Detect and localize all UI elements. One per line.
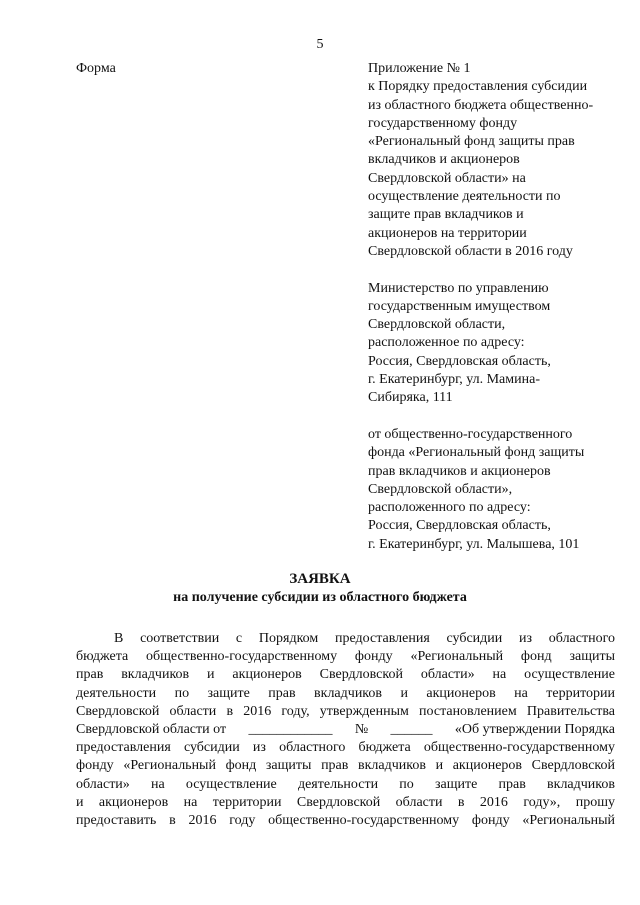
body-line: предоставить в 2016 году общественно-государственному фонду «Региональный (76, 813, 615, 829)
body-line: предоставления субсидии из областного бюджета общественно-государственному (76, 740, 615, 756)
appendix-heading-line: «Региональный фонд защиты прав (368, 134, 575, 150)
body-text-fragment: Свердловской области от (76, 722, 227, 738)
body-line: деятельности по защите прав вкладчиков и акционеров на территории (76, 685, 615, 701)
sender-line: г. Екатеринбург, ул. Малышева, 101 (368, 536, 580, 552)
appendix-heading-line: Свердловской области» на (368, 170, 526, 186)
addressee-line: Россия, Свердловская область, (368, 353, 551, 369)
body-line: Свердловской области в 2016 году, утвержденным постановлением Правительства (76, 703, 615, 719)
addressee-line: расположенное по адресу: (368, 335, 525, 351)
appendix-heading-line: государственному фонду (368, 115, 518, 131)
body-line: прав вкладчиков и акционеров Свердловской области» на осуществление (76, 667, 615, 683)
number-blank: ______ (390, 722, 433, 738)
appendix-heading-line: из областного бюджета общественно- (368, 97, 594, 113)
appendix-heading-line: защите прав вкладчиков и (368, 207, 524, 223)
page-number: 5 (316, 37, 324, 52)
body-paragraph (76, 630, 615, 830)
sender-line: от общественно-государственного (368, 426, 573, 442)
sender-line: расположенного по адресу: (368, 500, 531, 516)
spacer (368, 261, 628, 279)
addressee-line: Министерство по управлению (368, 280, 549, 296)
addressee-line: государственным имуществом (368, 298, 551, 314)
spacer (368, 408, 628, 426)
date-blank: ____________ (248, 722, 333, 738)
document-title: ЗАЯВКА (289, 571, 351, 587)
sender-line: Россия, Свердловская область, (368, 518, 551, 534)
addressee-block (368, 280, 628, 408)
appendix-heading-line: к Порядку предоставления субсидии (368, 79, 588, 95)
appendix-heading (368, 60, 628, 261)
appendix-heading-line: Свердловской области в 2016 году (368, 243, 573, 259)
body-line: В соответствии с Порядком предоставления субсидии из областного (114, 631, 615, 646)
body-text-fragment: «Об утверждении Порядка (454, 722, 615, 738)
appendix-heading-line: Приложение № 1 (368, 61, 471, 76)
document-subtitle: на получение субсидии из областного бюджета (173, 590, 467, 605)
sender-block (368, 426, 628, 554)
body-line: фонду «Региональный фонд защиты прав вкладчиков и акционеров Свердловской (76, 758, 615, 774)
addressee-line: Сибиряка, 111 (368, 390, 453, 406)
addressee-line: г. Екатеринбург, ул. Мамина- (368, 372, 540, 388)
body-line: бюджета общественно-государственному фонду «Региональный фонд защиты (76, 649, 615, 665)
appendix-heading-line: вкладчиков и акционеров (368, 152, 520, 168)
form-label: Форма (76, 61, 116, 76)
body-line-with-blanks (76, 721, 615, 739)
appendix-heading-line: акционеров на территории (368, 225, 527, 241)
sender-line: Свердловской области», (368, 481, 513, 497)
body-line: области» на осуществление деятельности по защите прав вкладчиков (76, 776, 615, 792)
appendix-heading-line: осуществление деятельности по (368, 189, 561, 205)
sender-line: фонда «Региональный фонд защиты (368, 445, 585, 461)
appendix-block (368, 60, 628, 554)
body-line: и акционеров на территории Свердловской области в 2016 году», прошу (76, 794, 615, 810)
addressee-line: Свердловской области, (368, 317, 506, 333)
number-sign: № (354, 722, 369, 738)
sender-line: прав вкладчиков и акционеров (368, 463, 551, 479)
